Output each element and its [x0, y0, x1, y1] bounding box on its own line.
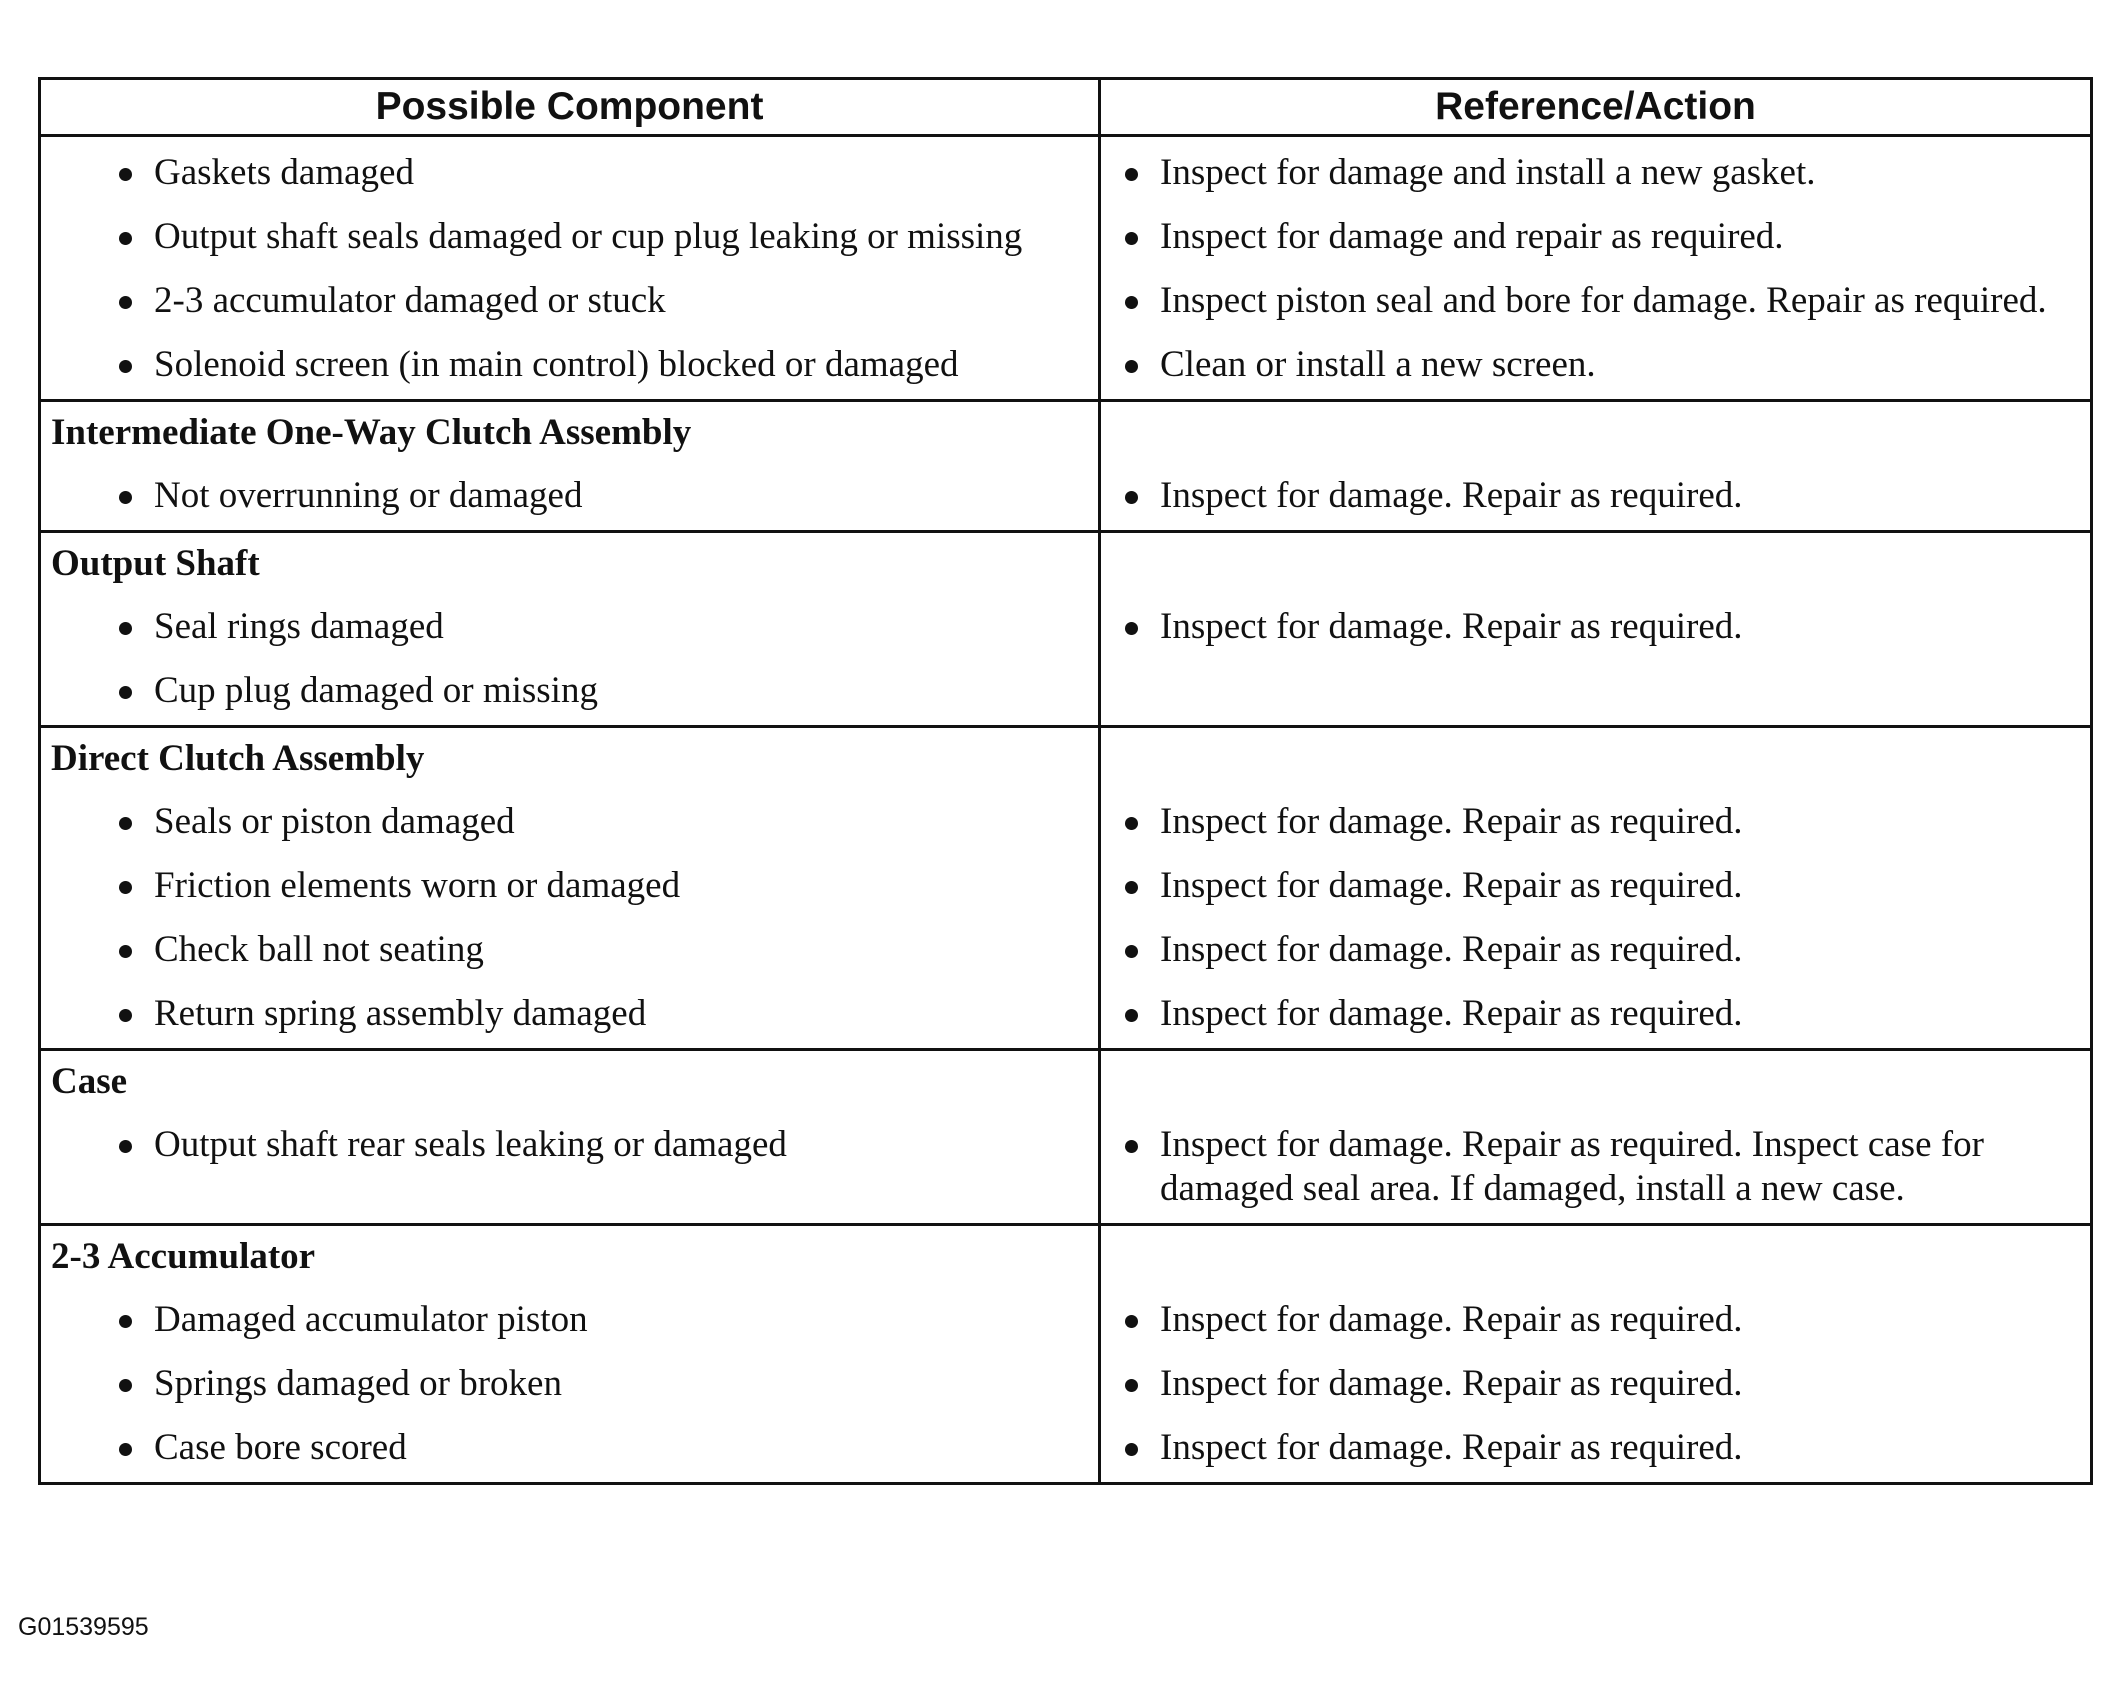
bullet-icon	[119, 491, 132, 504]
action-cell	[1100, 269, 2092, 333]
action-text: Inspect for damage. Repair as required.	[1160, 606, 1743, 647]
action-cell	[1100, 1352, 2092, 1416]
component-text: Seal rings damaged	[154, 606, 444, 647]
bullet-icon	[1125, 1379, 1138, 1392]
component-cell	[40, 854, 1100, 918]
section-header-row	[40, 532, 2092, 596]
table-row	[40, 1352, 2092, 1416]
action-cell	[1100, 333, 2092, 401]
component-text: Output shaft rear seals leaking or damaged	[154, 1124, 787, 1165]
table-row	[40, 333, 2092, 401]
action-cell	[1100, 790, 2092, 854]
action-cell	[1100, 1113, 2092, 1225]
table-row	[40, 1416, 2092, 1484]
bullet-icon	[119, 296, 132, 309]
action-cell	[1100, 918, 2092, 982]
component-text: Gaskets damaged	[154, 152, 414, 193]
action-cell	[1100, 464, 2092, 532]
action-cell	[1100, 205, 2092, 269]
bullet-icon	[1125, 817, 1138, 830]
bullet-icon	[1125, 881, 1138, 894]
section-header-row	[40, 401, 2092, 465]
action-text: Inspect for damage. Repair as required.	[1160, 801, 1743, 842]
action-text: Inspect for damage. Repair as required.	[1160, 1299, 1743, 1340]
bullet-icon	[1125, 491, 1138, 504]
bullet-icon	[119, 1140, 132, 1153]
component-text: Friction elements worn or damaged	[154, 865, 681, 906]
action-cell	[1100, 982, 2092, 1050]
table-row	[40, 659, 2092, 727]
action-cell	[1100, 136, 2092, 206]
table-row	[40, 595, 2092, 659]
action-text: Inspect for damage. Repair as required. Inspect case for damaged seal area. If damaged, install a new case.	[1160, 1124, 1984, 1209]
table-row	[40, 1113, 2092, 1225]
bullet-icon	[119, 1379, 132, 1392]
table-row	[40, 269, 2092, 333]
bullet-icon	[119, 360, 132, 373]
component-cell	[40, 333, 1100, 401]
component-text: Output shaft seals damaged or cup plug leaking or missing	[154, 216, 1023, 257]
component-cell	[40, 595, 1100, 659]
bullet-icon	[119, 881, 132, 894]
component-cell	[40, 1416, 1100, 1484]
component-text: Not overrunning or damaged	[154, 475, 583, 516]
component-text: Return spring assembly damaged	[154, 993, 647, 1034]
bullet-icon	[1125, 1315, 1138, 1328]
table-row	[40, 136, 2092, 206]
table-row	[40, 982, 2092, 1050]
bullet-icon	[119, 168, 132, 181]
action-cell	[1100, 659, 2092, 727]
section-header-row	[40, 1050, 2092, 1114]
component-cell	[40, 269, 1100, 333]
action-cell	[1100, 854, 2092, 918]
bullet-icon	[119, 817, 132, 830]
action-text: Inspect for damage. Repair as required.	[1160, 993, 1743, 1034]
action-text: Inspect for damage. Repair as required.	[1160, 1363, 1743, 1404]
component-text: Seals or piston damaged	[154, 801, 515, 842]
action-cell	[1100, 1288, 2092, 1352]
component-cell	[40, 790, 1100, 854]
action-cell	[1100, 595, 2092, 659]
bullet-icon	[119, 686, 132, 699]
component-text: Damaged accumulator piston	[154, 1299, 588, 1340]
bullet-icon	[1125, 168, 1138, 181]
section-header-row	[40, 1225, 2092, 1289]
component-text: Case bore scored	[154, 1427, 407, 1468]
bullet-icon	[119, 1443, 132, 1456]
table-row	[40, 1288, 2092, 1352]
header-reference-action: Reference/Action	[1100, 79, 2092, 136]
action-text: Inspect for damage and install a new gasket.	[1160, 152, 1816, 193]
component-cell	[40, 659, 1100, 727]
component-text: Check ball not seating	[154, 929, 484, 970]
bullet-icon	[119, 1315, 132, 1328]
diagnosis-table	[38, 77, 2093, 1485]
component-cell	[40, 136, 1100, 206]
bullet-icon	[1125, 1443, 1138, 1456]
bullet-icon	[119, 1009, 132, 1022]
bullet-icon	[1125, 622, 1138, 635]
component-cell	[40, 205, 1100, 269]
figure-id: G01539595	[18, 1613, 149, 1641]
component-text: Solenoid screen (in main control) blocked or damaged	[154, 344, 959, 385]
component-cell	[40, 1113, 1100, 1225]
section-title: Intermediate One-Way Clutch Assembly	[40, 401, 1100, 465]
component-cell	[40, 1352, 1100, 1416]
table-row	[40, 205, 2092, 269]
component-cell	[40, 464, 1100, 532]
action-text: Inspect for damage and repair as required.	[1160, 216, 1784, 257]
bullet-icon	[119, 945, 132, 958]
action-text: Inspect for damage. Repair as required.	[1160, 929, 1743, 970]
component-text: 2-3 accumulator damaged or stuck	[154, 280, 666, 321]
bullet-icon	[1125, 232, 1138, 245]
table-row	[40, 790, 2092, 854]
table-header-row	[40, 79, 2092, 136]
section-header-row	[40, 727, 2092, 791]
action-text: Inspect for damage. Repair as required.	[1160, 865, 1743, 906]
component-text: Cup plug damaged or missing	[154, 670, 598, 711]
bullet-icon	[119, 622, 132, 635]
section-title: Output Shaft	[40, 532, 1100, 596]
component-cell	[40, 1288, 1100, 1352]
bullet-icon	[119, 232, 132, 245]
action-cell	[1100, 1416, 2092, 1484]
table-row	[40, 854, 2092, 918]
table-row	[40, 464, 2092, 532]
component-cell	[40, 918, 1100, 982]
component-text: Springs damaged or broken	[154, 1363, 562, 1404]
bullet-icon	[1125, 1140, 1138, 1153]
action-text: Inspect piston seal and bore for damage. Repair as required.	[1160, 280, 2047, 321]
header-possible-component: Possible Component	[40, 79, 1100, 136]
component-cell	[40, 982, 1100, 1050]
section-title: 2-3 Accumulator	[40, 1225, 1100, 1289]
section-title: Case	[40, 1050, 1100, 1114]
action-text: Clean or install a new screen.	[1160, 344, 1596, 385]
bullet-icon	[1125, 296, 1138, 309]
action-text: Inspect for damage. Repair as required.	[1160, 1427, 1743, 1468]
bullet-icon	[1125, 945, 1138, 958]
bullet-icon	[1125, 1009, 1138, 1022]
bullet-icon	[1125, 360, 1138, 373]
table-row	[40, 918, 2092, 982]
section-title: Direct Clutch Assembly	[40, 727, 1100, 791]
action-text: Inspect for damage. Repair as required.	[1160, 475, 1743, 516]
